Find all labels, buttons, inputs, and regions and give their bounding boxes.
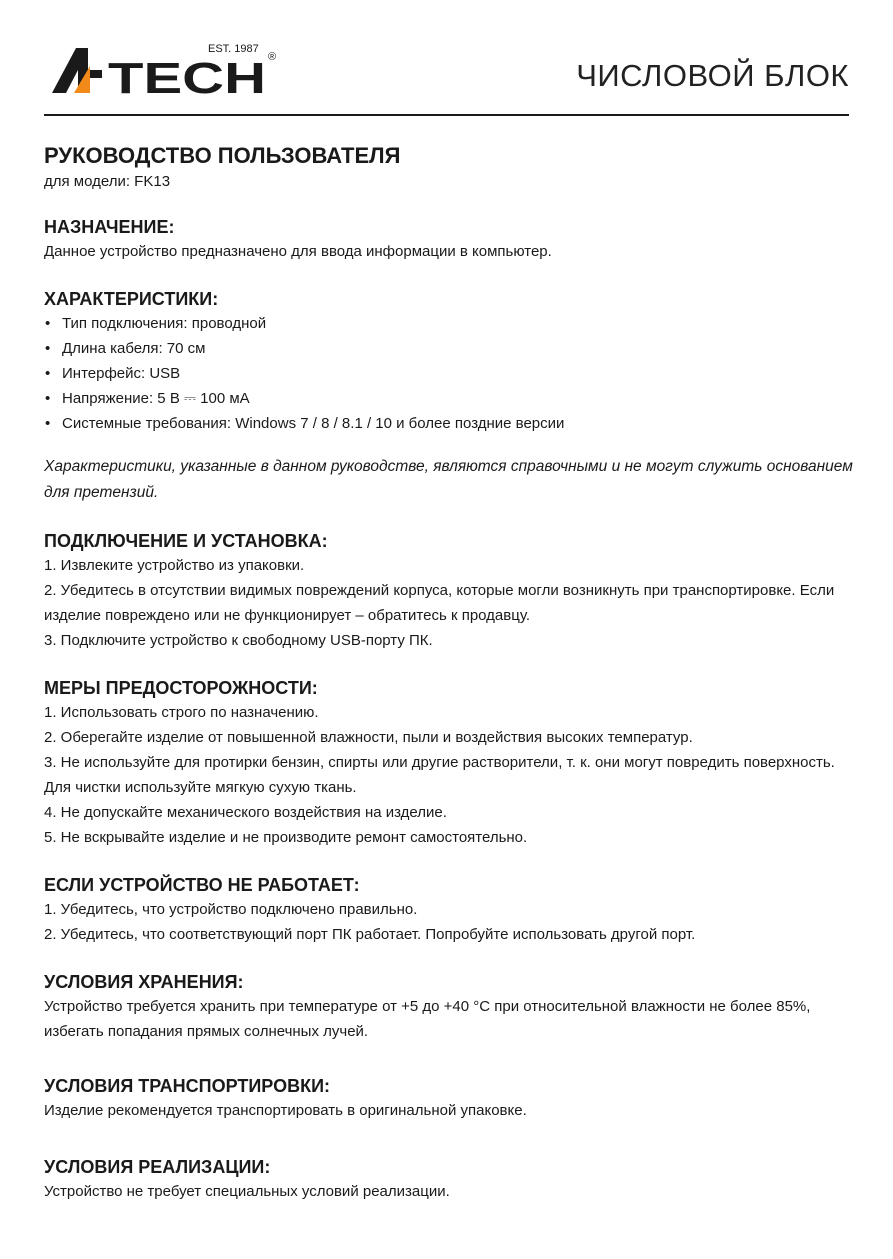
section-heading: УСЛОВИЯ ХРАНЕНИЯ: (44, 972, 244, 992)
section-heading: ХАРАКТЕРИСТИКИ: (44, 289, 219, 309)
model-label: для модели: FK13 (44, 173, 171, 190)
list-item: 1. Убедитесь, что устройство подключено правильно. (44, 901, 418, 918)
section-heading: УСЛОВИЯ ТРАНСПОРТИРОВКИ: (44, 1076, 330, 1096)
list-item: • Длина кабеля: 70 см (44, 336, 854, 361)
list-item: 2. Убедитесь в отсутствии видимых повреждений корпуса, которые могли возникнуть при транспортировке. Если изделие повреждено или не функционирует – обратитесь к продавцу. (44, 582, 835, 624)
section-transport (44, 1074, 854, 1123)
header-divider (44, 114, 849, 116)
section-text: Изделие рекомендуется транспортировать в оригинальной упаковке. (44, 1102, 527, 1119)
section-heading: МЕРЫ ПРЕДОСТОРОЖНОСТИ: (44, 678, 318, 698)
svg-text:TECH: TECH (108, 54, 266, 100)
section-text: Данное устройство предназначено для ввода информации в компьютер. (44, 243, 552, 260)
section-purpose (44, 215, 854, 264)
page-title: РУКОВОДСТВО ПОЛЬЗОВАТЕЛЯ (44, 143, 401, 168)
list-item: 4. Не допускайте механического воздействия на изделие. (44, 804, 447, 821)
list-item: 2. Оберегайте изделие от повышенной влажности, пыли и воздействия высоких температур. (44, 729, 693, 746)
section-specs (44, 287, 854, 506)
section-text: Устройство не требует специальных условий реализации. (44, 1183, 450, 1200)
a4tech-logo-mark (50, 40, 290, 100)
list-item: 3. Не используйте для протирки бензин, спирты или другие растворители, т. к. они могут повредить поверхность. Для чистки используйте мягкую сухую ткань. (44, 754, 835, 796)
manual-content (44, 142, 854, 1204)
list-item: • Системные требования: Windows 7 / 8 / 8.1 / 10 и более поздние версии (44, 411, 854, 436)
list-item: 2. Убедитесь, что соответствующий порт ПК работает. Попробуйте использовать другой порт. (44, 926, 696, 943)
list-item: • Тип подключения: проводной (44, 311, 854, 336)
list-item: 5. Не вскрывайте изделие и не производите ремонт самостоятельно. (44, 829, 528, 846)
page-header (0, 0, 893, 118)
specs-list (44, 311, 854, 436)
section-heading: ЕСЛИ УСТРОЙСТВО НЕ РАБОТАЕТ: (44, 875, 360, 895)
specs-disclaimer: Характеристики, указанные в данном руководстве, являются справочными и не могут служить основанием для претензий. (44, 458, 853, 501)
section-heading: УСЛОВИЯ РЕАЛИЗАЦИИ: (44, 1157, 271, 1177)
list-item: 1. Использовать строго по назначению. (44, 704, 319, 721)
section-precautions (44, 676, 854, 850)
list-item: 1. Извлеките устройство из упаковки. (44, 557, 305, 574)
logo-registered: ® (268, 51, 277, 63)
logo-est: EST. 1987 (208, 43, 259, 55)
section-install (44, 529, 854, 653)
section-text: Устройство требуется хранить при температуре от +5 до +40 °С при относительной влажности не более 85%, избегать попадания прямых солнечных лучей. (44, 998, 811, 1040)
a4tech-logo (50, 40, 290, 100)
list-item: • Напряжение: 5 В ⎓ 100 мА (44, 386, 854, 411)
list-item: • Интерфейс: USB (44, 361, 854, 386)
section-heading: ПОДКЛЮЧЕНИЕ И УСТАНОВКА: (44, 531, 328, 551)
section-troubleshoot (44, 873, 854, 947)
section-sale (44, 1155, 854, 1204)
section-storage (44, 970, 854, 1044)
document-type: ЧИСЛОВОЙ БЛОК (576, 58, 849, 93)
list-item: 3. Подключите устройство к свободному USB-порту ПК. (44, 632, 433, 649)
section-heading: НАЗНАЧЕНИЕ: (44, 217, 175, 237)
